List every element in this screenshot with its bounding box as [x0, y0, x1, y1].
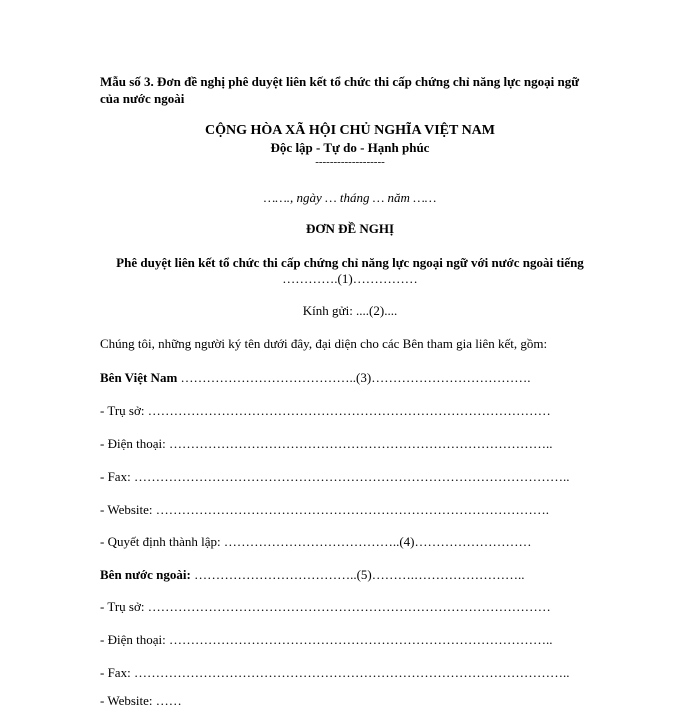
recipient-line: Kính gửi: ....(2)....: [302, 303, 398, 318]
intro-paragraph: Chúng tôi, những người ký tên dưới đây, đại diện cho các Bên tham gia liên kết, gồm:: [100, 336, 548, 351]
national-divider: -------------------: [315, 156, 385, 168]
vietnam-fax-field: - Fax: ………………………………………………………………………………………..: [100, 469, 570, 484]
vietnam-address-field: - Trụ sở: …………………………………………………………………………………: [100, 403, 551, 418]
foreign-website-field: - Website: ……: [100, 693, 182, 708]
national-motto: Độc lập - Tự do - Hạnh phúc: [270, 140, 430, 155]
form-heading-line2: của nước ngoài: [100, 91, 185, 106]
vietnam-party-line: [100, 370, 530, 386]
vietnam-decision-field: - Quyết định thành lập: …………………………………..(4)………………………: [100, 534, 532, 549]
foreign-party-blank: ………………………………..(5)……….……………………..: [190, 567, 525, 582]
foreign-party-label: Bên nước ngoài:: [100, 567, 191, 582]
national-title: CỘNG HÒA XÃ HỘI CHỦ NGHĨA VIỆT NAM: [204, 123, 495, 138]
foreign-party-line: [100, 567, 525, 583]
vietnam-website-field: - Website: ……………………………………………………………………………….: [100, 502, 550, 517]
foreign-address-field: - Trụ sở: …………………………………………………………………………………: [100, 599, 551, 614]
vietnam-phone-field: - Điện thoại: ……………………………………………………………………………..: [100, 436, 553, 451]
foreign-phone-field: - Điện thoại: ……………………………………………………………………………..: [100, 632, 553, 647]
date-line: ……., ngày … tháng … năm ……: [263, 190, 437, 205]
form-heading-line1: Mẫu số 3. Đơn đề nghị phê duyệt liên kết tổ chức thi cấp chứng chỉ năng lực ngoại ngữ: [100, 74, 580, 89]
vietnam-party-label: Bên Việt Nam: [100, 370, 178, 385]
foreign-fax-field: - Fax: ………………………………………………………………………………………..: [100, 665, 570, 680]
vietnam-party-blank: …………………………………..(3)……………………………….: [177, 370, 531, 385]
document-title: ĐƠN ĐỀ NGHỊ: [305, 221, 395, 236]
document-subtitle-line2: ………….(1)……………: [282, 271, 418, 286]
document-subtitle-line1: Phê duyệt liên kết tổ chức thi cấp chứng chỉ năng lực ngoại ngữ với nước ngoài tiếng: [116, 255, 584, 270]
